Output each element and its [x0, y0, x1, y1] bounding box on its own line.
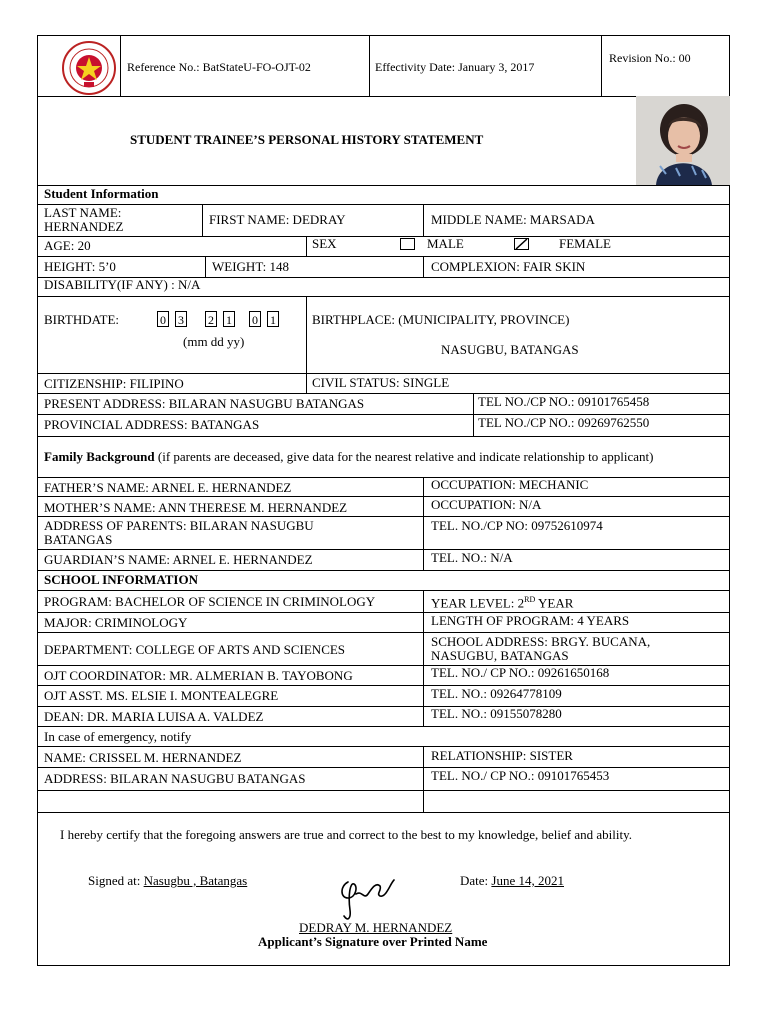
- row-line: [37, 496, 730, 497]
- col-line: [306, 296, 307, 393]
- row-line: [37, 590, 730, 591]
- row-line: [37, 516, 730, 517]
- date-value: June 14, 2021: [491, 873, 564, 888]
- department: DEPARTMENT: COLLEGE OF ARTS AND SCIENCES: [44, 642, 346, 657]
- age: AGE: 20: [44, 238, 91, 253]
- birthdate-digit: 0: [249, 311, 261, 327]
- row-line: [37, 570, 730, 571]
- family-background-title: Family Background: [44, 449, 155, 464]
- present-tel: TEL NO./CP NO.: 09101765458: [478, 394, 650, 409]
- first-name: FIRST NAME: DEDRAY: [209, 212, 346, 227]
- revision-number: Revision No.: 00: [609, 51, 691, 65]
- row-line: [37, 706, 730, 707]
- civil-status: CIVIL STATUS: SINGLE: [312, 375, 450, 390]
- row-line: [37, 373, 730, 374]
- signed-at: [88, 874, 247, 888]
- guardian-name: GUARDIAN’S NAME: ARNEL E. HERNANDEZ: [44, 552, 313, 567]
- row-line: [37, 549, 730, 550]
- height: HEIGHT: 5’0: [44, 259, 116, 274]
- col-line: [423, 746, 424, 812]
- birthplace-label: BIRTHPLACE: (MUNICIPALITY, PROVINCE): [312, 312, 570, 327]
- weight: WEIGHT: 148: [212, 259, 289, 274]
- female-checkbox[interactable]: [514, 238, 529, 250]
- father-name: FATHER’S NAME: ARNEL E. HERNANDEZ: [44, 480, 292, 495]
- family-background-note: (if parents are deceased, give data for the nearest relative and indicate relationship to applicant): [154, 449, 654, 464]
- provincial-address: PROVINCIAL ADDRESS: BATANGAS: [44, 417, 260, 432]
- header-col-line: [120, 35, 121, 96]
- signed-at-value: Nasugbu , Batangas: [143, 873, 248, 888]
- col-line: [423, 477, 424, 570]
- university-seal-icon: [60, 40, 118, 96]
- row-line: [37, 296, 730, 297]
- signatory-name: DEDRAY M. HERNANDEZ: [299, 920, 453, 935]
- signed-at-label: Signed at:: [88, 873, 144, 888]
- parents-address: ADDRESS OF PARENTS: BILARAN NASUGBU BATANGAS: [44, 518, 314, 547]
- student-information-heading: Student Information: [44, 186, 159, 201]
- ojt-asst: OJT ASST. MS. ELSIE I. MONTEALEGRE: [44, 688, 279, 703]
- parents-tel: TEL. NO./CP NO: 09752610974: [431, 518, 603, 533]
- family-background-heading: [44, 450, 653, 464]
- dean-tel: TEL. NO.: 09155078280: [431, 706, 562, 721]
- col-line: [423, 204, 424, 236]
- present-address: PRESENT ADDRESS: BILARAN NASUGBU BATANGAS: [44, 396, 365, 411]
- student-photo: [636, 96, 730, 185]
- mother-name: MOTHER’S NAME: ANN THERESE M. HERNANDEZ: [44, 500, 348, 515]
- row-line: [37, 665, 730, 666]
- last-name: LAST NAME: HERNANDEZ: [44, 205, 124, 234]
- father-occupation: OCCUPATION: MECHANIC: [431, 477, 589, 492]
- year-level-prefix: YEAR LEVEL: 2: [431, 595, 525, 611]
- signature-caption: Applicant’s Signature over Printed Name: [258, 934, 488, 949]
- col-line: [423, 256, 424, 277]
- row-line: [37, 767, 730, 768]
- emergency-address: ADDRESS: BILARAN NASUGBU BATANGAS: [44, 771, 306, 786]
- row-line: [37, 477, 730, 478]
- birthdate-digit: 1: [267, 311, 279, 327]
- row-line: [37, 632, 730, 633]
- signed-date: [460, 874, 564, 888]
- header-col-line: [601, 35, 602, 96]
- provincial-tel: TEL NO./CP NO.: 09269762550: [478, 415, 650, 430]
- birthdate-format: (mm dd yy): [183, 334, 245, 349]
- school-address: SCHOOL ADDRESS: BRGY. BUCANA, NASUGBU, BATANGAS: [431, 634, 651, 663]
- birthdate-digit: 1: [223, 311, 235, 327]
- complexion: COMPLEXION: FAIR SKIN: [431, 259, 586, 274]
- year-level-suffix: YEAR: [535, 595, 574, 611]
- birthplace-value: NASUGBU, BATANGAS: [441, 342, 579, 357]
- birthdate-label: BIRTHDATE:: [44, 312, 120, 327]
- male-label: MALE: [427, 236, 464, 251]
- birthdate-digit: 0: [157, 311, 169, 327]
- male-checkbox[interactable]: [400, 238, 415, 250]
- effectivity-date: Effectivity Date: January 3, 2017: [375, 60, 535, 74]
- checkmark-icon: [515, 239, 528, 249]
- dean: DEAN: DR. MARIA LUISA A. VALDEZ: [44, 709, 264, 724]
- row-line: [37, 685, 730, 686]
- col-line: [423, 590, 424, 726]
- ojt-asst-tel: TEL. NO.: 09264778109: [431, 686, 562, 701]
- birthdate-digit: 3: [175, 311, 187, 327]
- row-line: [37, 204, 730, 205]
- row-line: [37, 726, 730, 727]
- row-line: [37, 236, 730, 237]
- date-label: Date:: [460, 873, 492, 888]
- length-of-program: LENGTH OF PROGRAM: 4 YEARS: [431, 613, 630, 628]
- col-line: [205, 256, 206, 277]
- year-level-sup: RD: [524, 595, 536, 604]
- row-line: [37, 790, 730, 791]
- row-line: [37, 256, 730, 257]
- citizenship: CITIZENSHIP: FILIPINO: [44, 376, 184, 391]
- school-information-heading: SCHOOL INFORMATION: [44, 572, 198, 587]
- major: MAJOR: CRIMINOLOGY: [44, 615, 188, 630]
- mother-occupation: OCCUPATION: N/A: [431, 497, 542, 512]
- emergency-name: NAME: CRISSEL M. HERNANDEZ: [44, 750, 242, 765]
- col-line: [473, 393, 474, 436]
- sex-label: SEX: [312, 236, 337, 251]
- certification-statement: I hereby certify that the foregoing answers are true and correct to the best to my knowledge, belief and ability.: [60, 827, 633, 842]
- program: PROGRAM: BACHELOR OF SCIENCE IN CRIMINOLOGY: [44, 594, 376, 609]
- emergency-heading: In case of emergency, notify: [44, 729, 192, 744]
- disability: DISABILITY(IF ANY) : N/A: [44, 277, 201, 292]
- middle-name: MIDDLE NAME: MARSADA: [431, 212, 595, 227]
- ojt-coordinator: OJT COORDINATOR: MR. ALMERIAN B. TAYOBONG: [44, 668, 353, 683]
- emergency-tel: TEL. NO./ CP NO.: 09101765453: [431, 768, 610, 783]
- form-title: STUDENT TRAINEE’S PERSONAL HISTORY STATEMENT: [130, 132, 484, 147]
- year-level: [431, 593, 573, 610]
- header-col-line: [369, 35, 370, 96]
- emergency-relationship: RELATIONSHIP: SISTER: [431, 748, 573, 763]
- guardian-tel: TEL. NO.: N/A: [431, 550, 513, 565]
- row-line: [37, 812, 730, 813]
- female-label: FEMALE: [559, 236, 611, 251]
- ojt-coordinator-tel: TEL. NO./ CP NO.: 09261650168: [431, 665, 610, 680]
- reference-number: Reference No.: BatStateU-FO-OJT-02: [127, 60, 311, 74]
- row-line: [37, 436, 730, 437]
- row-line: [37, 746, 730, 747]
- header-divider: [37, 96, 730, 97]
- col-line: [202, 204, 203, 236]
- handwritten-signature: [336, 876, 400, 924]
- col-line: [306, 236, 307, 256]
- birthdate-digit: 2: [205, 311, 217, 327]
